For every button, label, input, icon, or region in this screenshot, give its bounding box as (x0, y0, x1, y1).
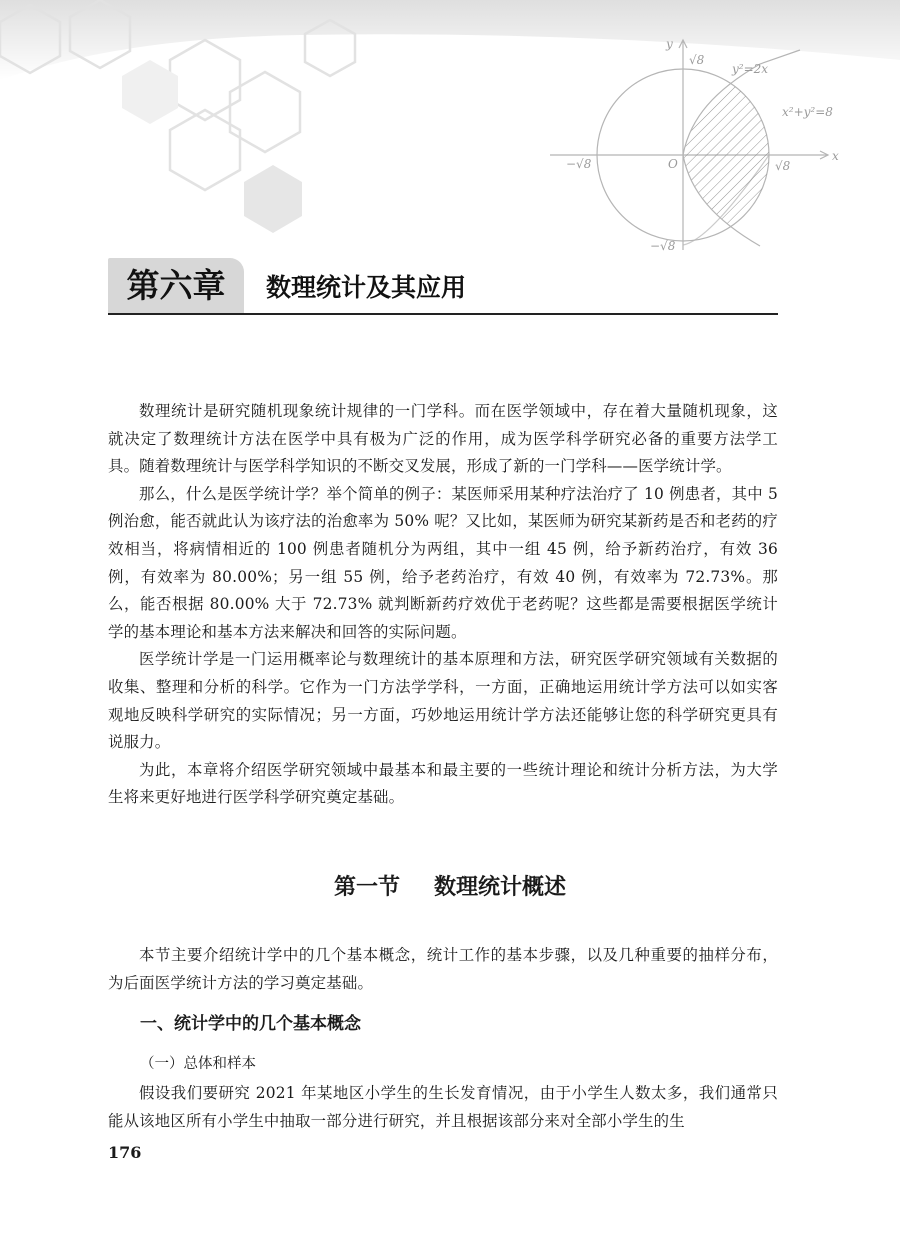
section-heading (0, 868, 900, 908)
svg-text:y: y (666, 37, 673, 51)
page-number: 176 (108, 1143, 142, 1162)
section-intro: 本节主要介绍统计学中的几个基本概念，统计工作的基本步骤，以及几种重要的抽样分布，为后面医学统计方法的学习奠定基础。 (108, 946, 778, 992)
section-title: 数理统计概述 (434, 875, 567, 900)
chapter-intro (108, 398, 778, 812)
section-number: 第一节 (333, 875, 400, 900)
svg-text:√8: √8 (775, 159, 791, 173)
svg-text:−√8: −√8 (650, 239, 676, 253)
chapter-divider (108, 313, 778, 315)
intro-paragraph: 为此，本章将介绍医学研究领域中最基本和最主要的一些统计理论和统计分析方法，为大学生将来更好地进行医学科学研究奠定基础。 (108, 760, 778, 807)
body-continuation (108, 1080, 778, 1135)
graph-figure (550, 40, 828, 250)
subsection-heading: 一、统计学中的几个基本概念 (140, 1014, 361, 1034)
svg-text:−√8: −√8 (566, 157, 592, 171)
subsubsection-heading: （一）总体和样本 (140, 1056, 256, 1072)
svg-text:O: O (668, 157, 678, 171)
hexagon-filled (244, 165, 302, 233)
chapter-label: 第六章 (108, 258, 244, 314)
header-decoration (0, 0, 900, 260)
body-paragraph: 假设我们要研究 2021 年某地区小学生的生长发育情况，由于小学生人数太多，我们通常只能从该地区所有小学生中抽取一部分进行研究，并且根据该部分来对全部小学生的生 (108, 1084, 778, 1130)
chapter-title: 数理统计及其应用 (266, 273, 467, 302)
intro-paragraph: 数理统计是研究随机现象统计规律的一门学科。而在医学领域中，存在着大量随机现象，这就决定了数理统计方法在医学中具有极为广泛的作用，成为医学科学研究必备的重要方法学工具。随着数理统计与医学科学知识的不断交叉发展，形成了新的一门学科——医学统计学。 (108, 402, 778, 476)
svg-text:y²=2x: y²=2x (732, 62, 769, 76)
intro-paragraph: 医学统计学是一门运用概率论与数理统计的基本原理和方法，研究医学研究领域有关数据的收集、整理和分析的科学。它作为一门方法学学科，一方面，正确地运用统计学方法可以如实客观地反映科学研究的实际情况；另一方面，巧妙地运用统计学方法还能够让您的科学研究更具有说服力。 (108, 650, 778, 752)
intro-paragraph: 那么，什么是医学统计学？举个简单的例子：某医师采用某种疗法治疗了 10 例患者，其中 5 例治愈，能否就此认为该疗法的治愈率为 50% 呢？又比如，某医师为研究某新药是否和老药的疗效相当，将病情相近的 100 例患者随机分为两组，其中一组 45 例，给予新药治疗，有效 36 例，有效率为 80.00%；另一组 55 例，给予老药治疗，有效 40 例，有效率为 72.73%。那么，能否根据 80.00% 大于 72.73% 就判断新药疗效优于老药呢？这些都是需要根据医学统计学的基本理论和基本方法来解决和回答的实际问题。 (108, 484, 778, 641)
svg-text:x: x (832, 149, 839, 163)
section-intro-block (108, 942, 778, 997)
svg-text:x²+y²=8: x²+y²=8 (782, 105, 833, 119)
svg-text:√8: √8 (689, 53, 705, 67)
